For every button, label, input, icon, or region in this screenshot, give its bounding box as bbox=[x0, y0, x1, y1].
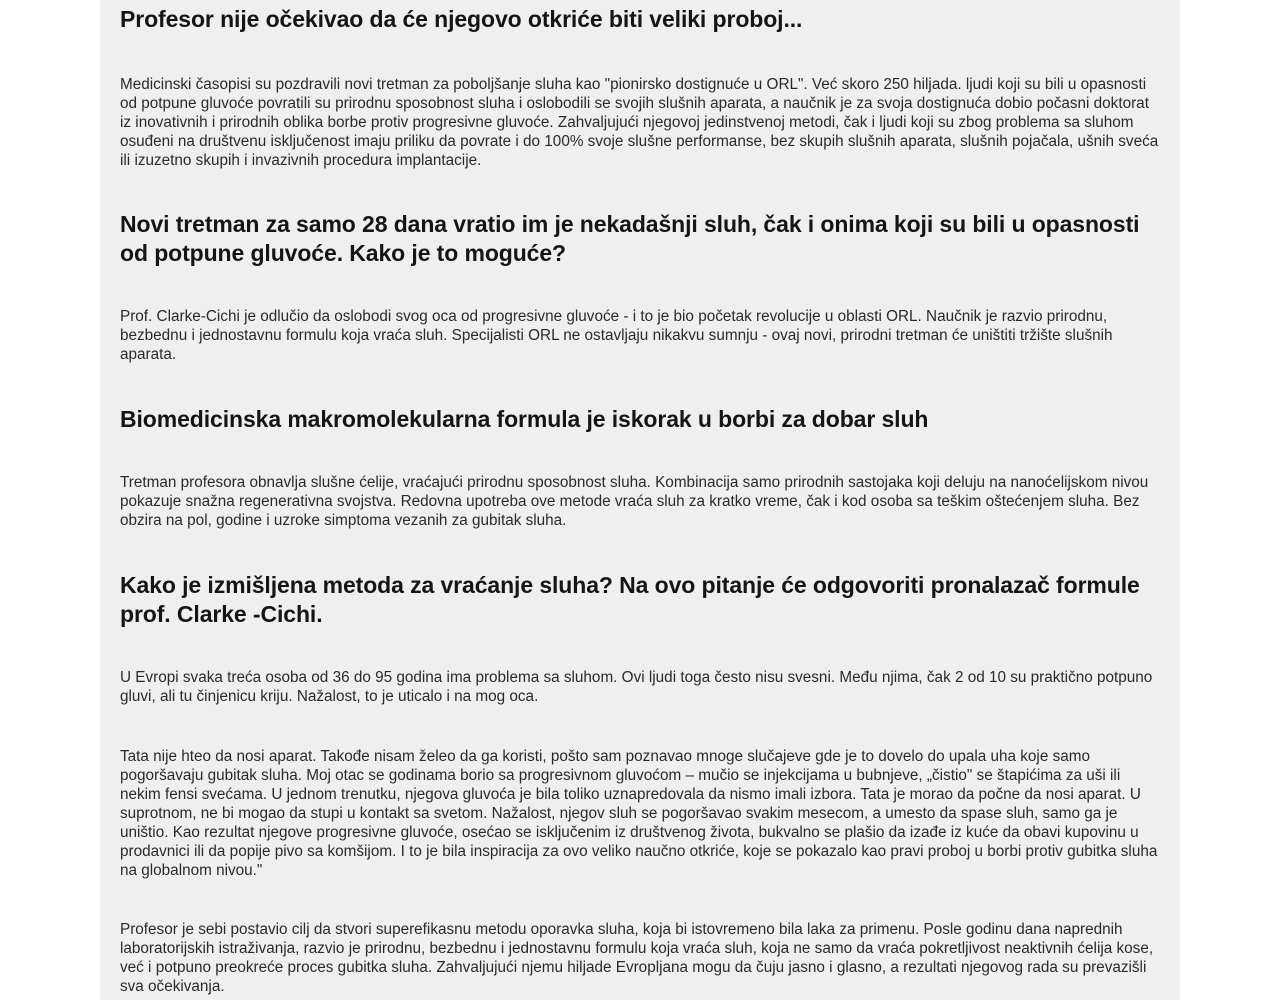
section-heading: Kako je izmišljena metoda za vraćanje sluha? Na ovo pitanje će odgovoriti pronalazač formule prof. Clarke -Cichi. bbox=[120, 572, 1140, 627]
section-paragraph: Medicinski časopisi su pozdravili novi tretman za poboljšanje sluha kao "pionirsko dostignuće u ORL". Već skoro 250 hiljada. ljudi koji su bili u opasnosti od potpune gluvoće povratili su prirodnu sposobnost sluha i oslobodili se svojih slušnih aparata, a naučnik je za svoja dostignuća dobio počasni doktorat iz inovativnih i prirodnih oblika borbe protiv progresivne gluvoće. Zahvaljujući njegovoj jedinstvenoj metodi, čak i ljudi koji su zbog problema sa sluhom osuđeni na društvenu isključenost imaju priliku da povrate i do 100% svoje slušne performanse, bez skupih slušnih aparata, slušnih pojačala, ušnih sveća ili izuzetno skupih i invazivnih procedura implantacije. bbox=[120, 76, 1159, 169]
section-paragraph: U Evropi svaka treća osoba od 36 do 95 godina ima problema sa sluhom. Ovi ljudi toga često nisu svesni. Među njima, čak 2 od 10 su praktično potpuno gluvi, ali tu činjenicu kriju. Nažalost, to je uticalo i na mog oca. bbox=[120, 669, 1153, 705]
section-paragraph: Prof. Clarke-Cichi je odlučio da oslobodi svog oca od progresivne gluvoće - i to je bio početak revolucije u oblasti ORL. Naučnik je razvio prirodnu, bezbednu i jednostavnu formulu koja vraća sluh. Specijalisti ORL ne ostavljaju nikakvu sumnju - ovaj novi, prirodni tretman će uništiti tržište slušnih aparata. bbox=[120, 308, 1113, 363]
section-heading: Novi tretman za samo 28 dana vratio im je nekadašnji sluh, čak i onima koji su bili u opasnosti od potpune gluvoće. Kako je to moguće? bbox=[120, 211, 1140, 266]
story-paragraph: Tata nije hteo da nosi aparat. Takođe nisam želeo da ga koristi, pošto sam poznavao mnoge slučajeve gde je to dovelo do upala uha koje samo pogoršavaju gubitak sluha. Moj otac se godinama borio sa progresivnom gluvoćom – mučio se injekcijama u bubnjeve, „čistio" se štapićima za uši ili nekim fensi svećama. U jednom trenutku, njegova gluvoća je bila toliko uznapredovala da nismo imali izbora. Tata je morao da počne da nosi aparat. U suprotnom, ne bi mogao da stupi u kontakt sa svetom. Nažalost, njegov sluh se pogoršavao svakim mesecom, a umesto da spase sluh, samo ga je uništio. Kao rezultat njegove progresivne gluvoće, osećao se isključenim iz društvenog života, bukvalno se plašio da izađe iz kuće da obavi kupovinu u prodavnici ili da popije pivo sa komšijom. I to je bila inspiracija za ovo veliko naučno otkriće, koje se pokazalo kao pravi proboj u borbi protiv gubitka sluha na globalnom nivou." bbox=[120, 748, 1158, 879]
section-heading: Biomedicinska makromolekularna formula je iskorak u borbi za dobar sluh bbox=[120, 406, 929, 432]
article-page bbox=[100, 0, 1180, 1000]
section-heading: Profesor nije očekivao da će njegovo otkriće biti veliki proboj... bbox=[120, 6, 803, 32]
section-paragraph: Tretman profesora obnavlja slušne ćelije, vraćajući prirodnu sposobnost sluha. Kombinacija samo prirodnih sastojaka koji deluju na nanoćelijskom nivou pokazuje snažna regenerativna svojstva. Redovna upotreba ove metode vraća sluh za kratko vreme, čak i kod osoba sa teškim oštećenjem sluha. Bez obzira na pol, godine i uzroke simptoma vezanih za gubitak sluha. bbox=[120, 474, 1149, 529]
story-paragraph: Profesor je sebi postavio cilj da stvori superefikasnu metodu oporavka sluha, koja bi istovremeno bila laka za primenu. Posle godinu dana naprednih laboratorijskih istraživanja, razvio je prirodnu, bezbednu i jednostavnu formulu koja vraća sluh, koja ne samo da vraća pokretljivost neaktivnih ćelija kose, već i potpuno preokreće proces gubitka sluha. Zahvaljujući njemu hiljade Evropljana mogu da čuju jasno i glasno, a rezultati njegovog rada su prevazišli sva očekivanja. bbox=[120, 921, 1154, 995]
